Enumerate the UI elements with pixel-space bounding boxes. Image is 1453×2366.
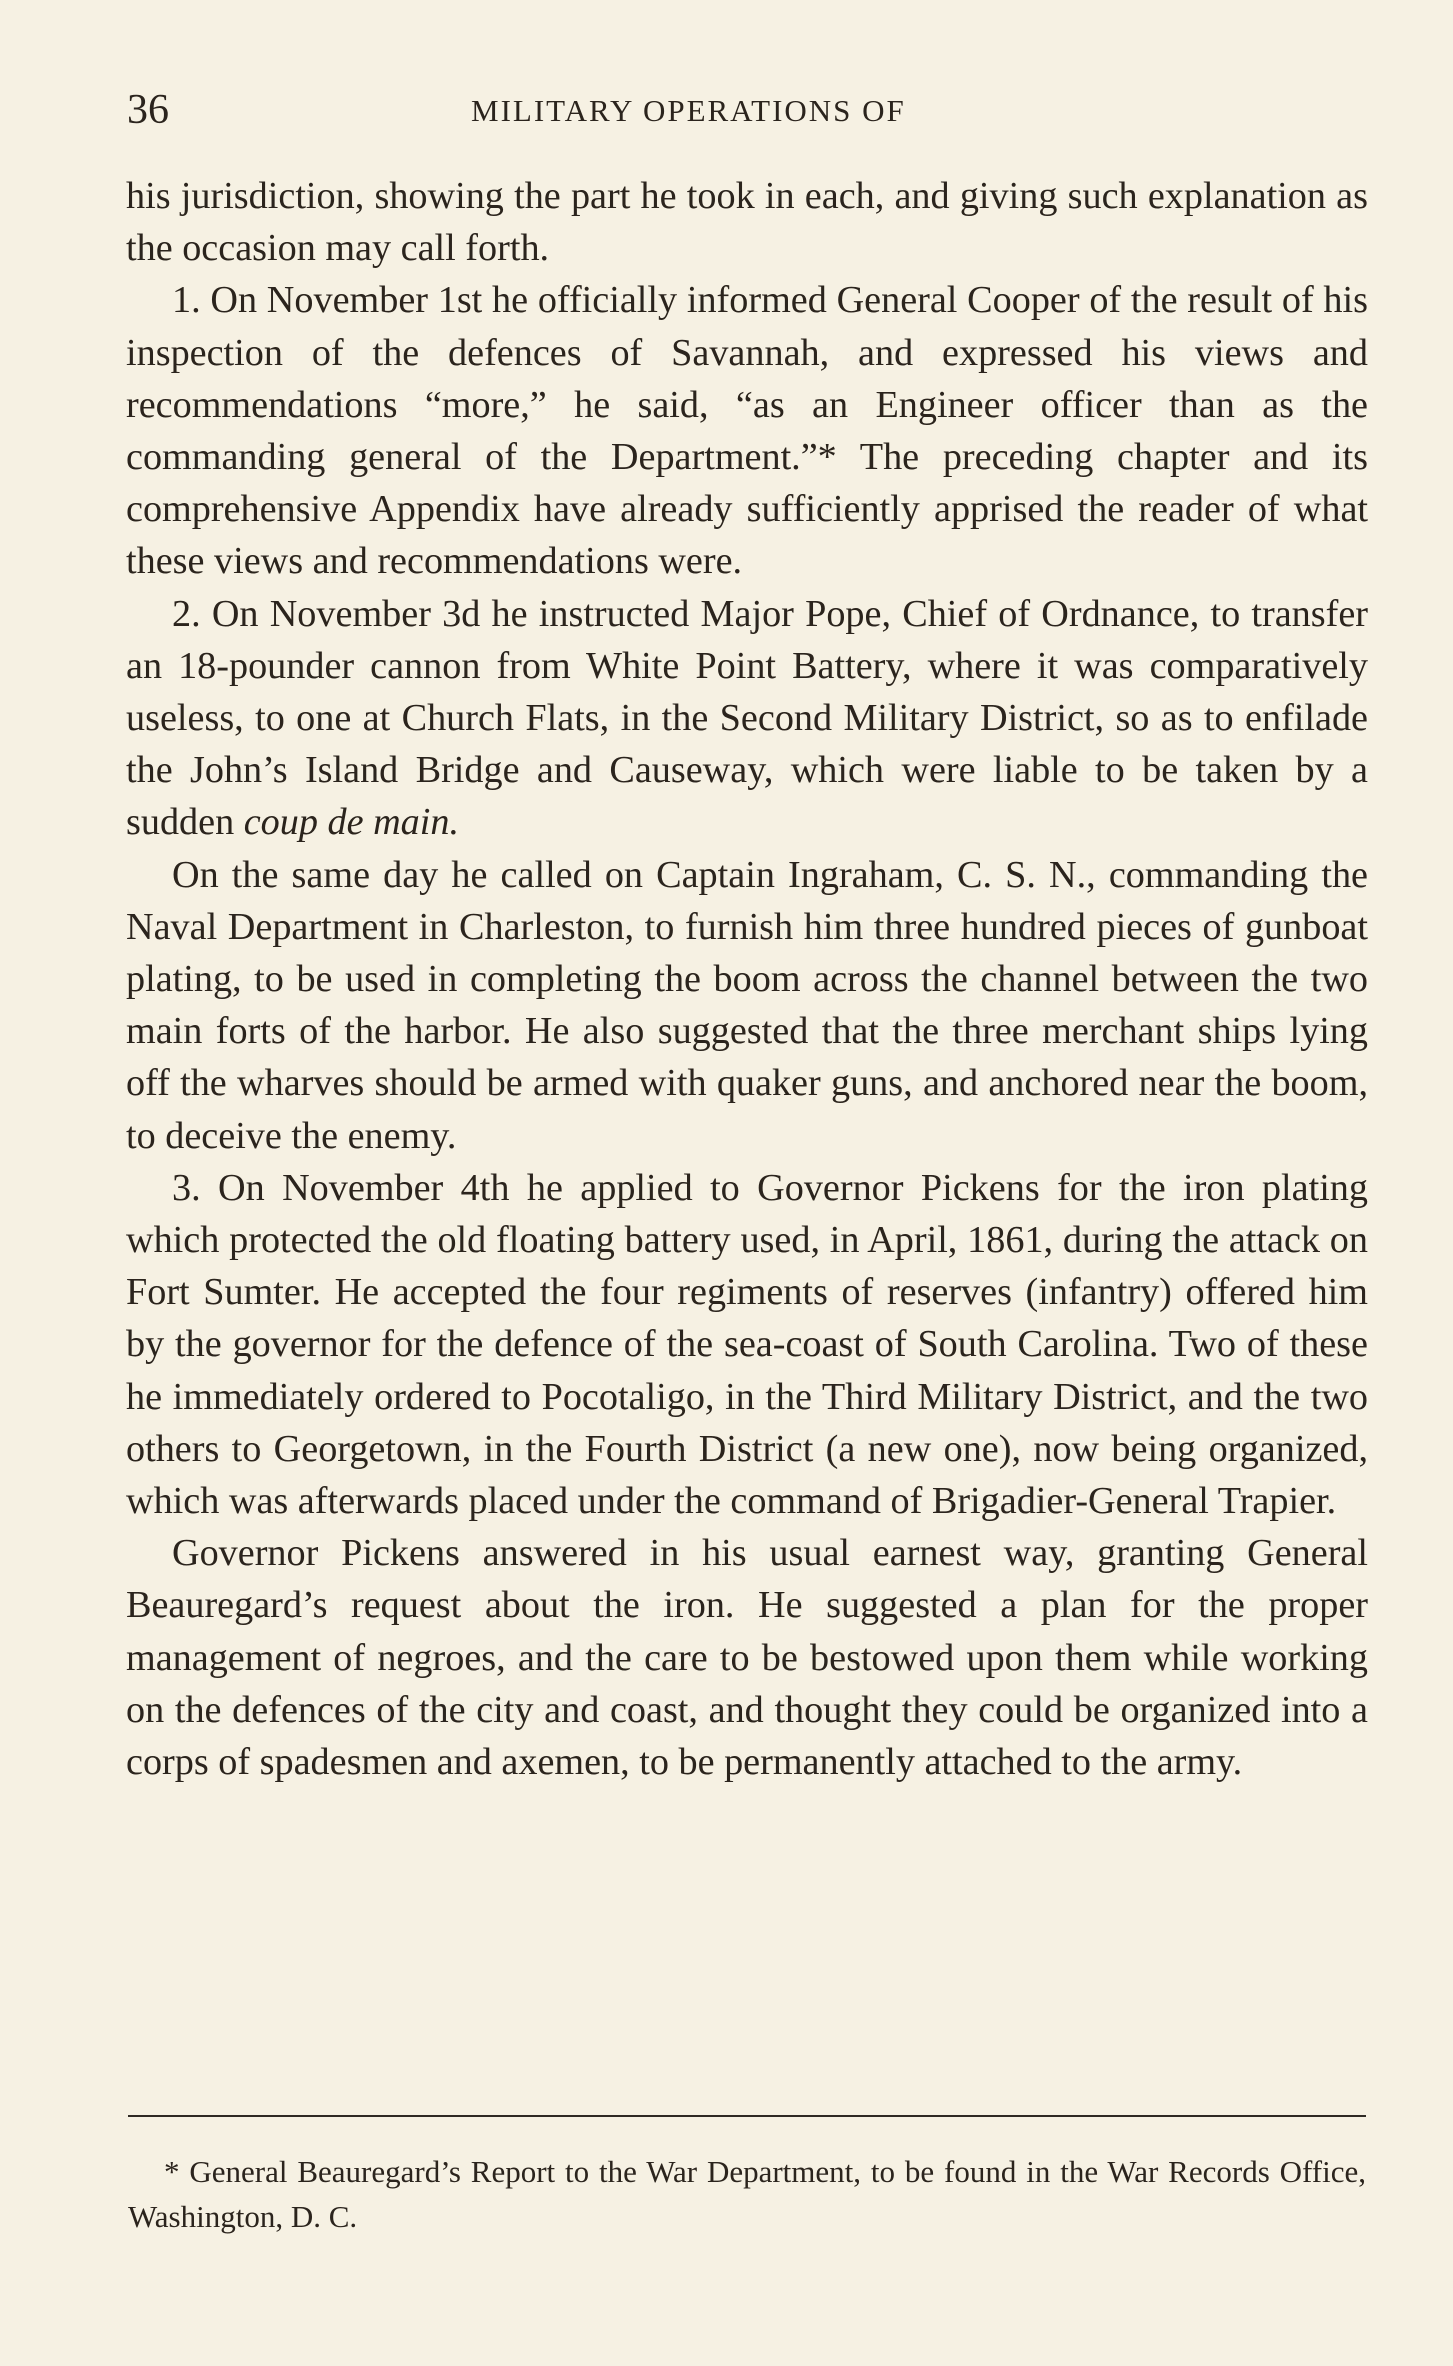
body-text — [126, 170, 1368, 1788]
running-head: MILITARY OPERATIONS OF — [471, 93, 906, 128]
paragraph-governor-pickens: Governor Pickens answered in his usual earnest way, granting General Beauregard’s request about the iron. He suggested a plan for the proper management of negroes, and the care to be bestowed upon them while working on the defences of the city and coast, and thought they could be organized into a corps of spadesmen and axemen, to be permanently attached to the army. — [126, 1532, 1368, 1784]
paragraph-item-3: 3. On November 4th he applied to Governor Pickens for the iron plating which protected the old floating battery used, in April, 1861, during the attack on Fort Sumter. He accepted the four regiments of reserves (infantry) offered him by the governor for the defence of the sea-coast of South Carolina. Two of these he immediately ordered to Pocotaligo, in the Third Military District, and the two others to Georgetown, in the Fourth District (a new one), now being organized, which was afterwards placed under the command of Brigadier-General Trapier. — [126, 1166, 1368, 1523]
footnote-divider — [128, 2115, 1366, 2117]
paragraph-item-2-text: 2. On November 3d he instructed Major Pope, Chief of Ordnance, to transfer an 18-pounder cannon from White Point Battery, where it was comparatively useless, to one at Church Flats, in the Second Military District, so as to enfilade the John’s Island Bridge and Causeway, which were liable to be taken by a sudden — [126, 592, 1368, 844]
paragraph-continuation: his jurisdiction, showing the part he took in each, and giving such explanation as the occasion may call forth. — [126, 175, 1368, 270]
paragraph-naval-department: On the same day he called on Captain Ingraham, C. S. N., commanding the Naval Department in Charleston, to furnish him three hundred pieces of gunboat plating, to be used in completing the boom across the channel between the two main forts of the harbor. He also suggested that the three merchant ships lying off the wharves should be armed with quaker guns, and anchored near the boom, to deceive the enemy. — [126, 853, 1368, 1157]
footnote: * General Beauregard’s Report to the War Department, to be found in the War Records Office, Washington, D. C. — [128, 2154, 1366, 2234]
coup-de-main-italic: coup de main. — [243, 801, 460, 844]
paragraph-item-2 — [126, 588, 1368, 849]
page-number: 36 — [127, 87, 169, 133]
paragraph-item-1: 1. On November 1st he officially informed General Cooper of the result of his inspection of the defences of Savannah, and expressed his views and recommendations “more,” he said, “as an Engineer officer than as the commanding general of the Department.”* The preceding chapter and its comprehensive Appendix have already sufficiently apprised the reader of what these views and recommendations were. — [126, 279, 1368, 583]
